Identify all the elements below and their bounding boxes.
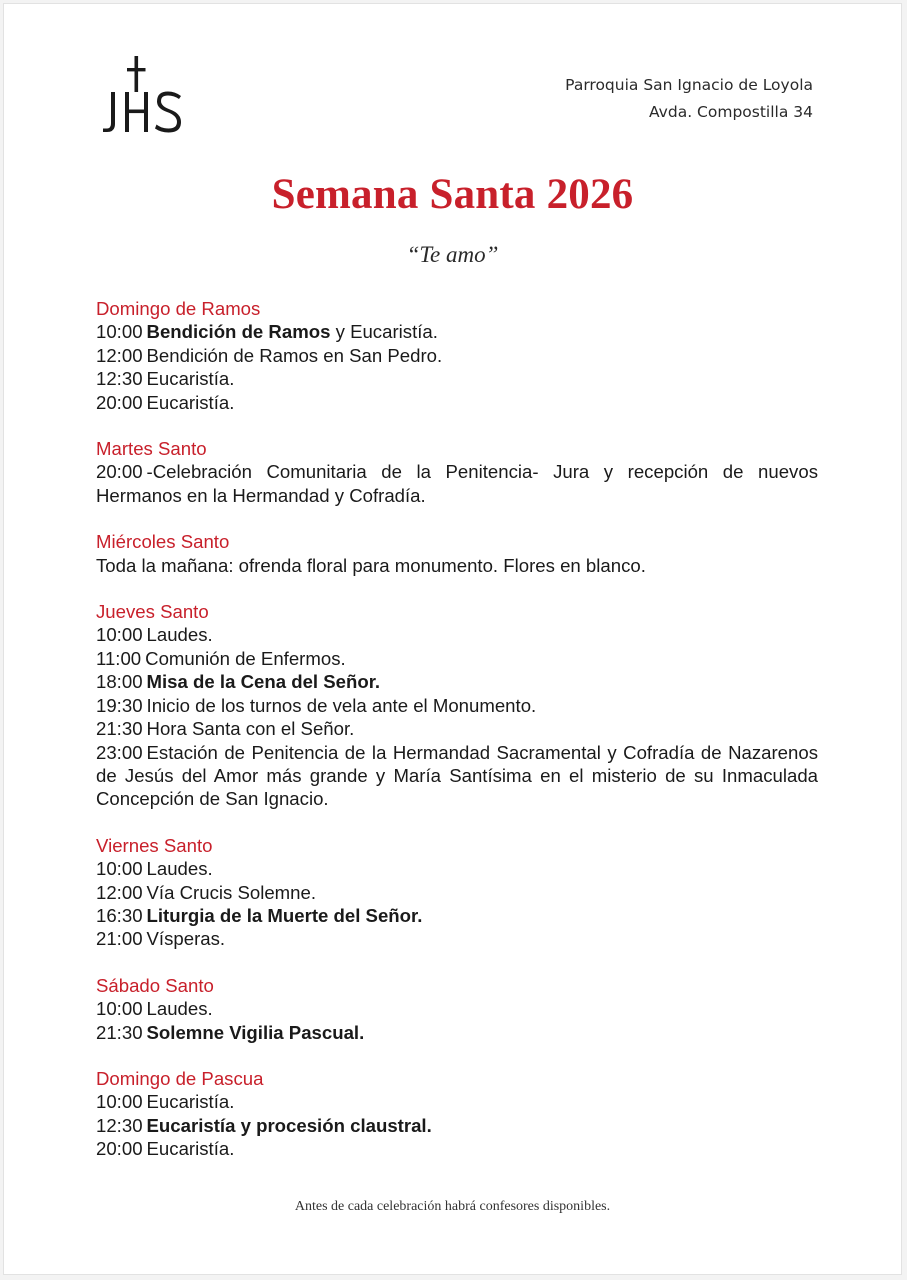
schedule-line [96, 320, 818, 343]
event-description: Eucaristía. [146, 1091, 235, 1113]
event-highlight: Eucaristía y procesión claustral. [146, 1114, 432, 1136]
schedule-line [96, 997, 818, 1020]
event-time: 12:00 [96, 344, 143, 366]
event-description: Bendición de Ramos en San Pedro. [146, 344, 443, 366]
event-description: Hora Santa con el Señor. [146, 718, 355, 740]
event-description: Laudes. [146, 624, 213, 646]
day-heading: Domingo de Ramos [96, 298, 261, 319]
event-time: 19:30 [96, 694, 143, 716]
schedule-line [96, 904, 818, 927]
schedule-line [96, 344, 818, 367]
event-time: 21:30 [96, 718, 143, 740]
document-page [3, 3, 902, 1275]
event-time: 10:00 [96, 858, 143, 880]
day-section [96, 600, 818, 811]
schedule-line [96, 1137, 818, 1160]
schedule-line [96, 881, 818, 904]
day-section [96, 1067, 818, 1161]
event-description: Comunión de Enfermos. [145, 647, 346, 669]
schedule-line [96, 647, 818, 670]
event-description: Vísperas. [146, 928, 226, 950]
schedule-line [96, 1090, 818, 1113]
footer-note: Antes de cada celebración habrá confesores disponibles. [294, 1199, 611, 1214]
schedule-line [96, 717, 818, 740]
event-description: y Eucaristía. [330, 321, 438, 343]
parish-header [565, 72, 813, 126]
schedule-line [96, 391, 818, 414]
event-time: 21:00 [96, 928, 143, 950]
schedule-line [96, 367, 818, 390]
schedule-line [96, 670, 818, 693]
event-time: 12:00 [96, 881, 143, 903]
schedule-line [96, 1114, 818, 1137]
event-highlight: Misa de la Cena del Señor. [146, 671, 381, 693]
event-description: Inicio de los turnos de vela ante el Monumento. [146, 694, 537, 716]
event-highlight: Bendición de Ramos [146, 321, 331, 343]
event-time: 18:00 [96, 671, 143, 693]
event-time: 10:00 [96, 624, 143, 646]
event-time: 20:00 [96, 461, 143, 483]
schedule-line [96, 927, 818, 950]
event-time: 10:00 [96, 998, 143, 1020]
event-description: Toda la mañana: ofrenda floral para monumento. Flores en blanco. [96, 554, 646, 576]
schedule [96, 297, 818, 1184]
event-highlight: Liturgia de la Muerte del Señor. [146, 904, 423, 926]
parish-name: Parroquia San Ignacio de Loyola [565, 76, 813, 94]
event-description: Laudes. [146, 998, 213, 1020]
schedule-line [96, 554, 818, 577]
event-description: Eucaristía. [146, 1138, 235, 1160]
event-time: 20:00 [96, 391, 143, 413]
event-time: 11:00 [96, 647, 142, 669]
event-description: Eucaristía. [146, 368, 235, 390]
day-heading: Miércoles Santo [96, 531, 230, 553]
day-heading: Sábado Santo [96, 974, 214, 996]
schedule-line [96, 741, 818, 811]
schedule-line [96, 623, 818, 646]
parish-address: Avda. Compostilla 34 [648, 103, 813, 121]
event-time: 10:00 [96, 321, 143, 343]
day-heading: Viernes Santo [96, 834, 213, 856]
schedule-line [96, 1021, 818, 1044]
event-description: Estación de Penitencia de la Hermandad Sacramental y Cofradía de Nazarenos de Jesús del Amor más grande y María Santísima en el misterio de su Inmaculada Concepción de San Ignacio. [96, 741, 818, 810]
event-time: 20:00 [96, 1138, 143, 1160]
event-time: 12:30 [96, 1114, 143, 1136]
day-section [96, 530, 818, 577]
day-section [96, 437, 818, 507]
schedule-line [96, 857, 818, 880]
day-section [96, 834, 818, 951]
day-heading: Domingo de Pascua [96, 1067, 264, 1089]
day-section [96, 297, 818, 414]
event-time: 23:00 [96, 741, 143, 763]
event-description: Laudes. [146, 858, 213, 880]
event-description: Vía Crucis Solemne. [146, 881, 317, 903]
event-time: 16:30 [96, 904, 143, 926]
jhs-cross-icon [99, 54, 189, 136]
event-time: 21:30 [96, 1021, 143, 1043]
event-time: 12:30 [96, 368, 143, 390]
event-description: -Celebración Comunitaria de la Penitencia- Jura y recepción de nuevos Hermanos en la Hermandad y Cofradía. [96, 461, 818, 506]
event-highlight: Solemne Vigilia Pascual. [146, 1021, 365, 1043]
motto: “Te amo” [406, 242, 499, 267]
day-section [96, 974, 818, 1044]
page-title: Semana Santa 2026 [271, 171, 634, 218]
day-heading: Martes Santo [96, 438, 207, 460]
event-time: 10:00 [96, 1091, 143, 1113]
schedule-line [96, 460, 818, 507]
schedule-line [96, 694, 818, 717]
event-description: Eucaristía. [146, 391, 235, 413]
day-heading: Jueves Santo [96, 601, 209, 623]
